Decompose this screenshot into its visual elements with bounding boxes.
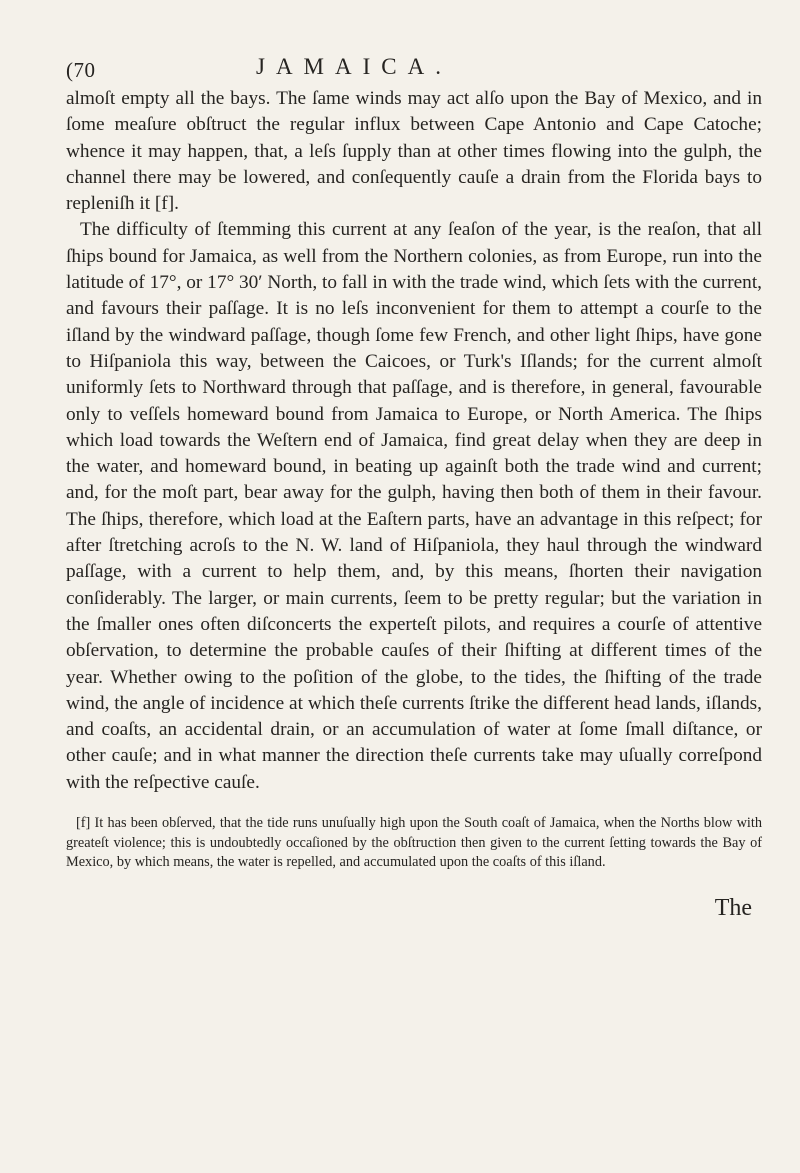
page-number: (70 bbox=[66, 58, 96, 82]
footnote-text: It has been obſerved, that the tide runs unuſually high upon the South coaſt of Jamaica, when the Norths blow with greateſt violence; this is undoubtedly occaſioned by the obſtruction then given to the current ſetting towards the Bay of Mexico, by which means, the water is repelled, and accumulated upon the coaſts of this iſland. bbox=[66, 815, 762, 871]
footnote bbox=[66, 814, 762, 873]
running-title: JAMAICA. bbox=[256, 54, 452, 79]
catchword: The bbox=[714, 894, 752, 921]
footnote-marker: [f] bbox=[76, 815, 91, 832]
paragraph-2: The difficulty of ſtemming this current at any ſeaſon of the year, is the reaſon, that all ſhips bound for Jamaica, as well from the Northern colonies, as from Europe, run into the latitude of 17°, or 17° 30′ North, to fall in with the trade wind, which ſets with the current, and favours their paſſage. It is no leſs inconvenient for them to attempt a courſe to the iſland by the windward paſſage, though ſome few French, and other light ſhips, have gone to Hiſpaniola this way, between the Caicoes, or Turk's Iſlands; for the current almoſt uniformly ſets to Northward through that paſſage, and is therefore, in general, favourable only to veſſels homeward bound from Jamaica to Europe, or North America. The ſhips which load towards the Weſtern end of Jamaica, find great delay when they are deep in the water, and homeward bound, in beating up againſt both the trade wind and current; and, for the moſt part, bear away for the gulph, having then both of them in their favour. The ſhips, therefore, which load at the Eaſtern parts, have an advantage in this reſpect; for after ſtretching acroſs to the N. W. land of Hiſpaniola, they haul through the windward paſſage, with a current to help them, and, by this means, ſhorten their navigation conſiderably. The larger, or main currents, ſeem to be pretty regular; but the variation in the ſmaller ones often diſconcerts the experteſt pilots, and requires a courſe of attentive obſervation, to determine the probable cauſes of their ſhifting at different times of the year. Whether owing to the poſition of the globe, to the tides, the ſhifting of the trade wind, the angle of incidence at which theſe currents ſtrike the different head lands, iſlands, and coaſts, an accidental drain, or an accumulation of water at ſome ſmall diſtance, or other cauſe; and in what manner the direction theſe currents take may uſually correſpond with the reſpective cauſe. bbox=[66, 219, 762, 793]
paragraph-1: almoſt empty all the bays. The ſame winds may act alſo upon the Bay of Mexico, and in ſome meaſure obſtruct the regular influx between Cape Antonio and Cape Catoche; whence it may happen, that, a leſs ſupply than at other times flowing into the gulph, the channel there may be lowered, and conſequently cauſe a drain from the Florida bays to repleniſh it [f]. bbox=[66, 88, 762, 215]
body-text bbox=[66, 86, 762, 796]
running-head bbox=[66, 46, 762, 86]
